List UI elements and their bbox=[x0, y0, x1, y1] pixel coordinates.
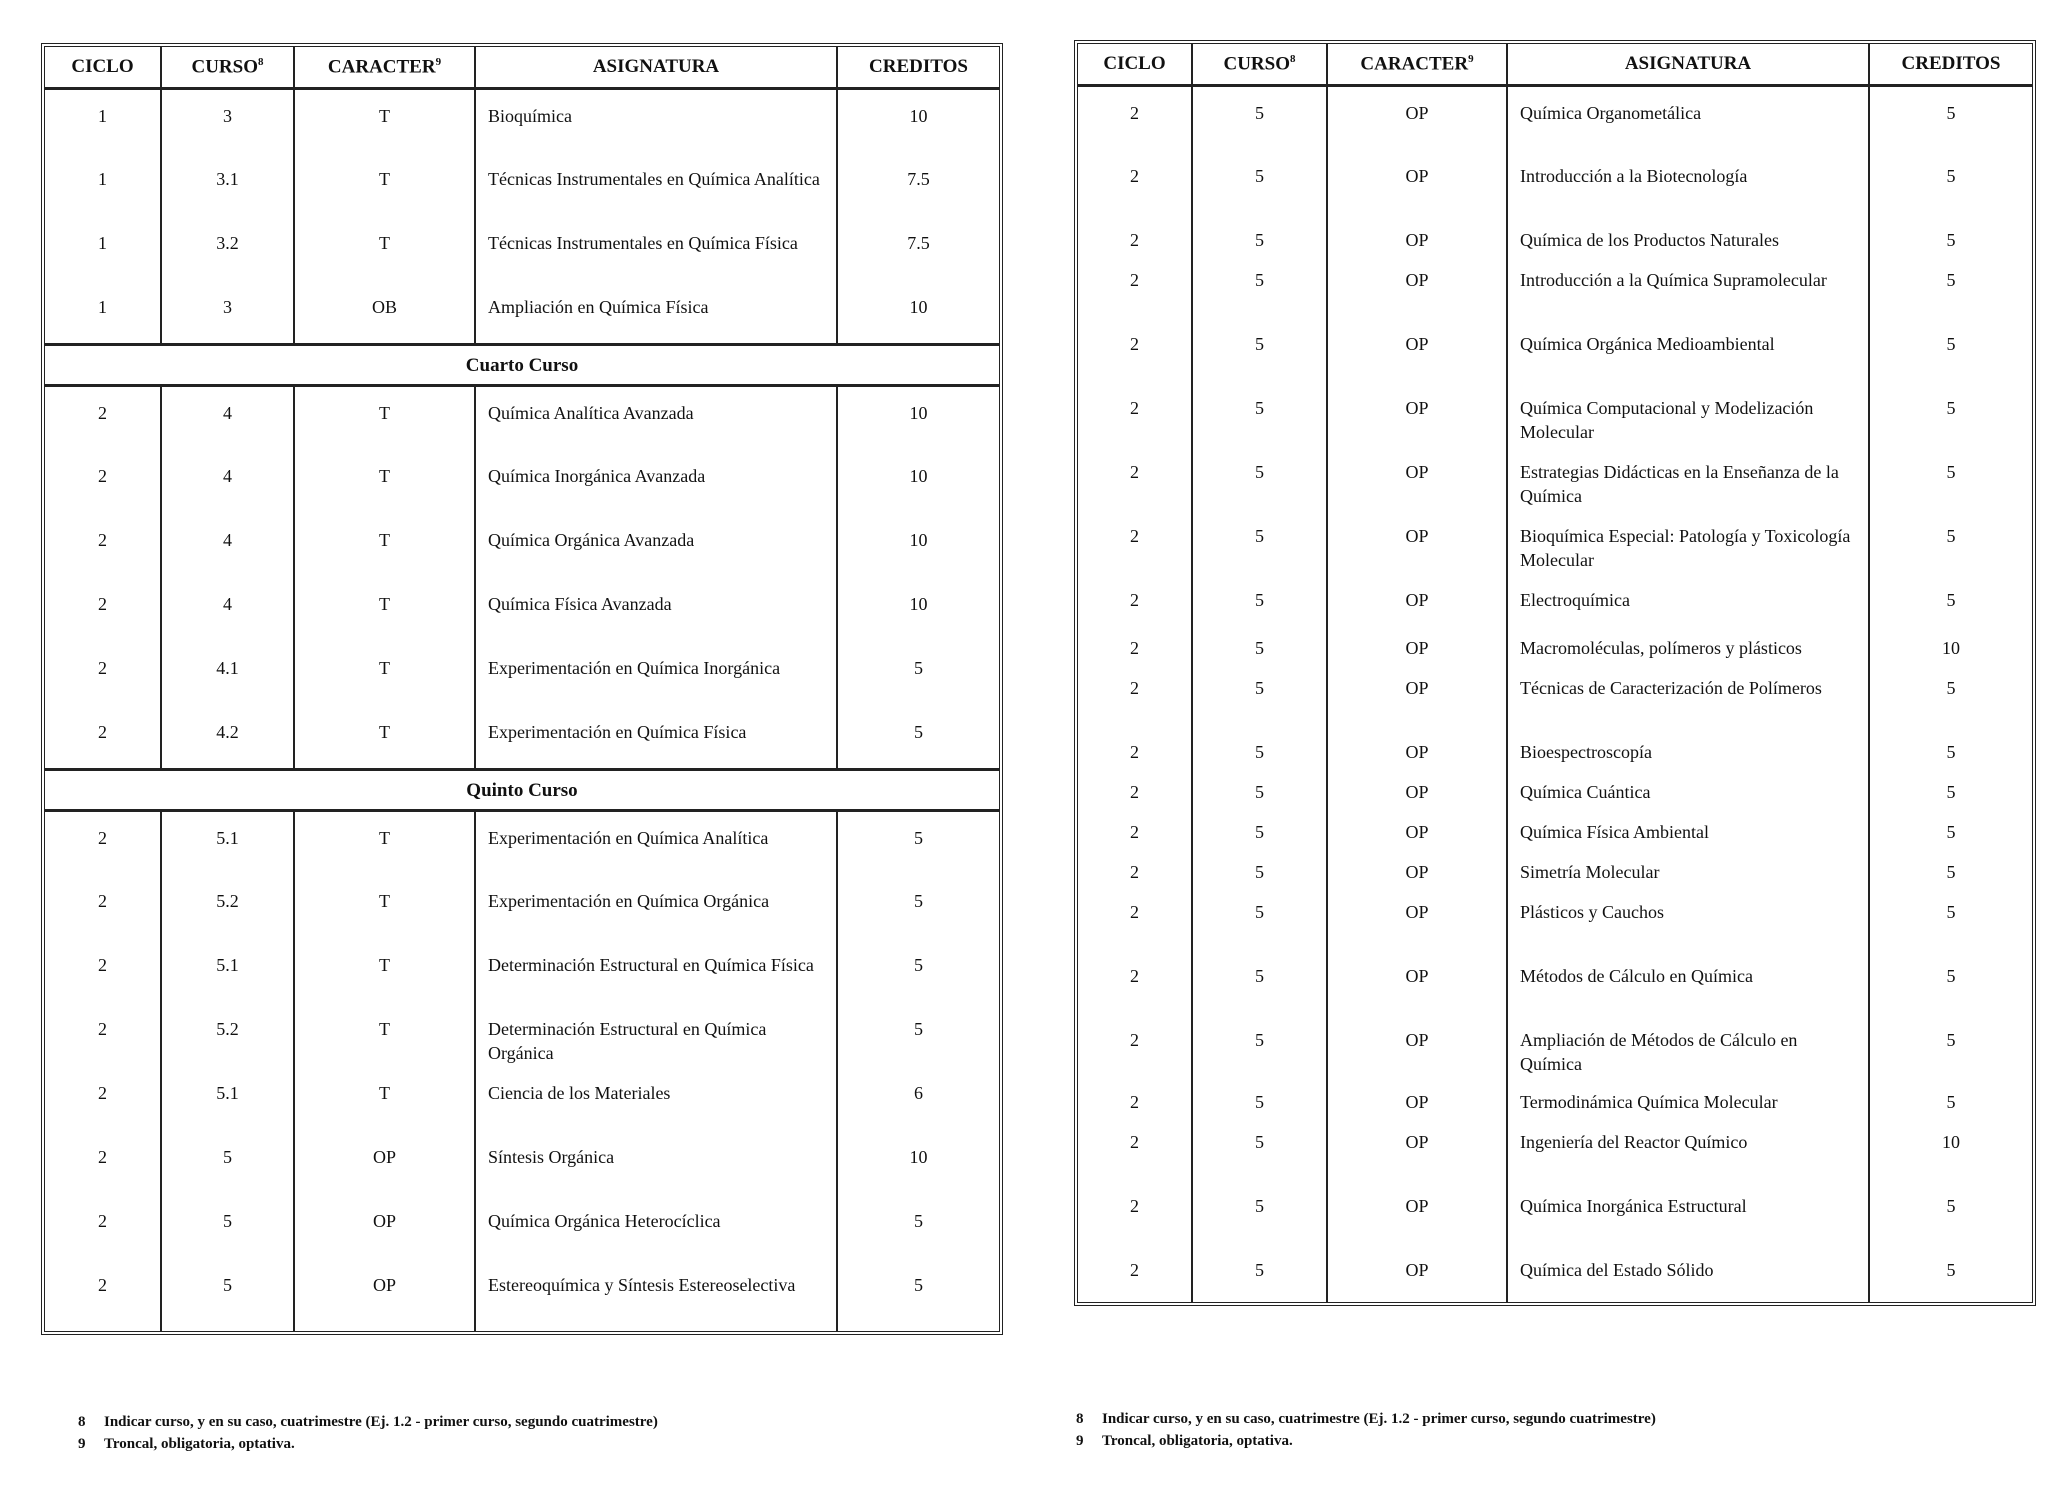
left-table-body bbox=[45, 89, 999, 1331]
ciclo-cell: 2 bbox=[45, 939, 161, 1003]
ciclo-cell: 2 bbox=[45, 1003, 161, 1067]
creditos-cell: 5 bbox=[1946, 589, 1956, 610]
creditos-cell: 5 bbox=[1946, 1195, 1956, 1216]
ciclo-cell: 2 bbox=[1078, 1180, 1192, 1244]
caracter-cell: OP bbox=[1327, 1116, 1507, 1180]
table-row bbox=[1078, 510, 2032, 574]
curso-cell: 5.1 bbox=[161, 1067, 294, 1131]
right-course-table bbox=[1074, 40, 2036, 1306]
section-heading-row bbox=[45, 770, 999, 811]
creditos-cell: 5 bbox=[914, 828, 923, 848]
header-caracter: CARACTER$^9$ bbox=[1327, 44, 1507, 86]
asignatura-cell: Determinación Estructural en Química Física bbox=[475, 939, 837, 1003]
ciclo-cell: 2 bbox=[1078, 150, 1192, 214]
asignatura-cell: Ampliación en Química Física bbox=[475, 281, 837, 345]
table-row bbox=[1078, 318, 2032, 382]
caracter-cell: OP bbox=[1327, 254, 1507, 318]
table-header-row bbox=[1078, 44, 2032, 86]
creditos-cell: 5 bbox=[1946, 229, 1956, 250]
asignatura-cell: Técnicas Instrumentales en Química Física bbox=[475, 217, 837, 281]
header-creditos: CREDITOS bbox=[837, 47, 999, 89]
creditos-cell: 5 bbox=[1946, 333, 1956, 354]
asignatura-cell: Bioquímica Especial: Patología y Toxicología Molecular bbox=[1507, 510, 1869, 574]
creditos-cell: 5 bbox=[1946, 781, 1956, 802]
table-row bbox=[45, 1003, 999, 1067]
footnote-ref-9: 9 bbox=[1468, 52, 1474, 65]
table-row bbox=[1078, 382, 2032, 446]
ciclo-cell: 2 bbox=[45, 578, 161, 642]
footnote-9: 9 Troncal, obligatoria, optativa. bbox=[78, 1436, 295, 1452]
caracter-cell: T bbox=[294, 450, 475, 514]
asignatura-cell: Simetría Molecular bbox=[1507, 846, 1869, 886]
ciclo-cell: 2 bbox=[45, 1131, 161, 1195]
ciclo-cell: 2 bbox=[1078, 846, 1192, 886]
header-curso: CURSO$^8$ bbox=[1192, 44, 1327, 86]
creditos-cell: 5 bbox=[1946, 165, 1956, 186]
header-asignatura: ASIGNATURA bbox=[1507, 44, 1869, 86]
caracter-cell: T bbox=[294, 1003, 475, 1067]
curso-cell: 5 bbox=[1192, 950, 1327, 1014]
creditos-cell: 5 bbox=[914, 657, 923, 678]
curso-cell: 4 bbox=[161, 386, 294, 450]
right-footnotes bbox=[1076, 1408, 1656, 1452]
curso-cell: 5 bbox=[1192, 1014, 1327, 1076]
curso-cell: 4.2 bbox=[161, 706, 294, 770]
ciclo-cell: 2 bbox=[45, 811, 161, 875]
header-caracter: CARACTER$^9$ bbox=[294, 47, 475, 89]
asignatura-cell: Experimentación en Química Inorgánica bbox=[475, 642, 837, 706]
table-row bbox=[45, 153, 999, 217]
caracter-cell: OP bbox=[1327, 510, 1507, 574]
section-heading-row bbox=[45, 345, 999, 386]
header-asignatura: ASIGNATURA bbox=[475, 47, 837, 89]
caracter-cell: OP bbox=[1327, 806, 1507, 846]
footnote-8: 8 Indicar curso, y en su caso, cuatrimestre (Ej. 1.2 - primer curso, segundo cuatrimestre) bbox=[78, 1414, 658, 1430]
caracter-cell: OB bbox=[294, 281, 475, 345]
curso-cell: 5 bbox=[1192, 382, 1327, 446]
caracter-cell: OP bbox=[1327, 726, 1507, 766]
table-row bbox=[1078, 574, 2032, 622]
asignatura-cell: Química del Estado Sólido bbox=[1507, 1244, 1869, 1302]
asignatura-cell: Ampliación de Métodos de Cálculo en Química bbox=[1507, 1014, 1869, 1076]
ciclo-cell: 1 bbox=[45, 153, 161, 217]
table-row bbox=[45, 514, 999, 578]
curso-cell: 5 bbox=[1192, 622, 1327, 662]
caracter-cell: OP bbox=[1327, 1244, 1507, 1302]
caracter-cell: T bbox=[294, 811, 475, 875]
ciclo-cell: 2 bbox=[1078, 950, 1192, 1014]
table-row bbox=[1078, 150, 2032, 214]
curso-cell: 5 bbox=[1192, 254, 1327, 318]
caracter-cell: T bbox=[294, 1067, 475, 1131]
curso-cell: 5 bbox=[1192, 574, 1327, 622]
asignatura-cell: Química Analítica Avanzada bbox=[475, 386, 837, 450]
asignatura-cell: Química Orgánica Heterocíclica bbox=[475, 1195, 837, 1259]
caracter-cell: OP bbox=[1327, 1014, 1507, 1076]
section-title: Cuarto Curso bbox=[45, 345, 999, 386]
curso-cell: 5 bbox=[1192, 1244, 1327, 1302]
curso-cell: 4 bbox=[161, 514, 294, 578]
asignatura-cell: Plásticos y Cauchos bbox=[1507, 886, 1869, 950]
ciclo-cell: 1 bbox=[45, 217, 161, 281]
caracter-cell: OP bbox=[1327, 846, 1507, 886]
caracter-cell: OP bbox=[1327, 622, 1507, 662]
asignatura-cell: Estrategias Didácticas en la Enseñanza de la Química bbox=[1507, 446, 1869, 510]
asignatura-cell: Química Computacional y Modelización Molecular bbox=[1507, 382, 1869, 446]
table-row bbox=[1078, 446, 2032, 510]
curso-cell: 5 bbox=[1192, 886, 1327, 950]
creditos-cell: 5 bbox=[1946, 861, 1956, 882]
table-row bbox=[1078, 886, 2032, 950]
table-row bbox=[45, 1131, 999, 1195]
curso-cell: 4 bbox=[161, 578, 294, 642]
asignatura-cell: Introducción a la Biotecnología bbox=[1507, 150, 1869, 214]
asignatura-cell: Termodinámica Química Molecular bbox=[1507, 1076, 1869, 1116]
ciclo-cell: 2 bbox=[1078, 766, 1192, 806]
asignatura-cell: Experimentación en Química Orgánica bbox=[475, 875, 837, 939]
creditos-cell: 5 bbox=[1946, 103, 1956, 123]
table-row bbox=[1078, 846, 2032, 886]
creditos-cell: 5 bbox=[914, 890, 923, 911]
table-row bbox=[45, 578, 999, 642]
curso-cell: 3 bbox=[161, 281, 294, 345]
creditos-cell: 6 bbox=[914, 1082, 923, 1103]
caracter-cell: T bbox=[294, 578, 475, 642]
creditos-cell: 5 bbox=[1946, 901, 1956, 922]
creditos-cell: 5 bbox=[1946, 965, 1956, 986]
table-row bbox=[45, 281, 999, 345]
creditos-cell: 10 bbox=[1942, 1131, 1960, 1152]
creditos-cell: 5 bbox=[1946, 821, 1956, 842]
table-row bbox=[45, 875, 999, 939]
ciclo-cell: 1 bbox=[45, 89, 161, 153]
creditos-cell: 5 bbox=[1946, 1259, 1956, 1280]
left-course-table bbox=[41, 43, 1003, 1335]
caracter-cell: OP bbox=[294, 1131, 475, 1195]
ciclo-cell: 2 bbox=[1078, 806, 1192, 846]
curso-cell: 5 bbox=[1192, 1116, 1327, 1180]
caracter-cell: OP bbox=[1327, 86, 1507, 150]
table-row bbox=[1078, 806, 2032, 846]
table-row bbox=[1078, 726, 2032, 766]
table-row bbox=[45, 1259, 999, 1331]
table-row bbox=[45, 217, 999, 281]
table-row bbox=[45, 1067, 999, 1131]
asignatura-cell: Bioquímica bbox=[475, 89, 837, 153]
table-row bbox=[1078, 950, 2032, 1014]
table-row bbox=[45, 89, 999, 153]
header-curso: CURSO$^8$ bbox=[161, 47, 294, 89]
table-row bbox=[45, 450, 999, 514]
left-footnotes bbox=[78, 1411, 658, 1455]
caracter-cell: OP bbox=[1327, 886, 1507, 950]
creditos-cell: 10 bbox=[909, 529, 928, 550]
ciclo-cell: 2 bbox=[1078, 446, 1192, 510]
caracter-cell: OP bbox=[1327, 950, 1507, 1014]
ciclo-cell: 2 bbox=[1078, 86, 1192, 150]
caracter-cell: OP bbox=[1327, 318, 1507, 382]
creditos-cell: 5 bbox=[914, 1018, 923, 1039]
asignatura-cell: Introducción a la Química Supramolecular bbox=[1507, 254, 1869, 318]
creditos-cell: 5 bbox=[914, 954, 923, 975]
caracter-cell: OP bbox=[294, 1259, 475, 1331]
creditos-cell: 5 bbox=[914, 1210, 923, 1231]
ciclo-cell: 2 bbox=[1078, 574, 1192, 622]
asignatura-cell: Química Inorgánica Avanzada bbox=[475, 450, 837, 514]
asignatura-cell: Química Orgánica Avanzada bbox=[475, 514, 837, 578]
asignatura-cell: Síntesis Orgánica bbox=[475, 1131, 837, 1195]
curso-cell: 5 bbox=[1192, 846, 1327, 886]
ciclo-cell: 2 bbox=[45, 1259, 161, 1331]
table-row bbox=[1078, 1116, 2032, 1180]
asignatura-cell: Química Inorgánica Estructural bbox=[1507, 1180, 1869, 1244]
table-row bbox=[1078, 1076, 2032, 1116]
asignatura-cell: Experimentación en Química Analítica bbox=[475, 811, 837, 875]
asignatura-cell: Determinación Estructural en Química Orgánica bbox=[475, 1003, 837, 1067]
curso-cell: 5.1 bbox=[161, 811, 294, 875]
ciclo-cell: 2 bbox=[45, 386, 161, 450]
curso-cell: 5.2 bbox=[161, 875, 294, 939]
caracter-cell: T bbox=[294, 514, 475, 578]
asignatura-cell: Química Organometálica bbox=[1507, 86, 1869, 150]
creditos-cell: 10 bbox=[909, 465, 928, 486]
table-row bbox=[1078, 622, 2032, 662]
ciclo-cell: 2 bbox=[1078, 662, 1192, 726]
creditos-cell: 7.5 bbox=[907, 168, 930, 189]
ciclo-cell: 2 bbox=[45, 514, 161, 578]
curso-cell: 5 bbox=[1192, 726, 1327, 766]
table-row bbox=[1078, 662, 2032, 726]
creditos-cell: 5 bbox=[1946, 269, 1956, 290]
curso-cell: 4.1 bbox=[161, 642, 294, 706]
footnote-9: 9 Troncal, obligatoria, optativa. bbox=[1076, 1433, 1293, 1449]
caracter-cell: OP bbox=[1327, 382, 1507, 446]
table-row bbox=[1078, 254, 2032, 318]
table-row bbox=[1078, 214, 2032, 254]
table-row bbox=[45, 1195, 999, 1259]
creditos-cell: 7.5 bbox=[907, 232, 930, 253]
ciclo-cell: 2 bbox=[1078, 726, 1192, 766]
asignatura-cell: Electroquímica bbox=[1507, 574, 1869, 622]
asignatura-cell: Química Física Avanzada bbox=[475, 578, 837, 642]
curso-cell: 5 bbox=[1192, 446, 1327, 510]
curso-cell: 5 bbox=[1192, 318, 1327, 382]
caracter-cell: OP bbox=[1327, 574, 1507, 622]
curso-cell: 5 bbox=[1192, 766, 1327, 806]
curso-cell: 5 bbox=[1192, 86, 1327, 150]
caracter-cell: T bbox=[294, 386, 475, 450]
creditos-cell: 5 bbox=[1946, 397, 1956, 418]
asignatura-cell: Química Física Ambiental bbox=[1507, 806, 1869, 846]
creditos-cell: 5 bbox=[914, 1274, 923, 1295]
table-row bbox=[1078, 1014, 2032, 1076]
ciclo-cell: 2 bbox=[1078, 622, 1192, 662]
ciclo-cell: 2 bbox=[45, 706, 161, 770]
table-row bbox=[1078, 86, 2032, 150]
ciclo-cell: 2 bbox=[45, 1067, 161, 1131]
asignatura-cell: Química Orgánica Medioambiental bbox=[1507, 318, 1869, 382]
asignatura-cell: Técnicas de Caracterización de Polímeros bbox=[1507, 662, 1869, 726]
right-table-body bbox=[1078, 86, 2032, 1302]
caracter-cell: T bbox=[294, 89, 475, 153]
creditos-cell: 5 bbox=[1946, 461, 1956, 482]
ciclo-cell: 2 bbox=[1078, 886, 1192, 950]
caracter-cell: OP bbox=[1327, 766, 1507, 806]
creditos-cell: 5 bbox=[1946, 525, 1956, 546]
creditos-cell: 5 bbox=[1946, 741, 1956, 762]
curso-cell: 5 bbox=[1192, 662, 1327, 726]
caracter-cell: OP bbox=[1327, 1076, 1507, 1116]
creditos-cell: 10 bbox=[909, 106, 928, 126]
table-row bbox=[45, 811, 999, 875]
curso-cell: 3 bbox=[161, 89, 294, 153]
curso-cell: 5.1 bbox=[161, 939, 294, 1003]
table-row bbox=[45, 386, 999, 450]
creditos-cell: 10 bbox=[909, 296, 928, 317]
ciclo-cell: 2 bbox=[45, 875, 161, 939]
curso-cell: 5 bbox=[161, 1195, 294, 1259]
curso-cell: 3.2 bbox=[161, 217, 294, 281]
asignatura-cell: Bioespectroscopía bbox=[1507, 726, 1869, 766]
curso-cell: 4 bbox=[161, 450, 294, 514]
caracter-cell: T bbox=[294, 217, 475, 281]
table-row bbox=[45, 642, 999, 706]
footnote-ref-9: 9 bbox=[435, 55, 442, 68]
ciclo-cell: 2 bbox=[45, 1195, 161, 1259]
ciclo-cell: 2 bbox=[1078, 1244, 1192, 1302]
footnote-ref-8: 8 bbox=[258, 55, 264, 68]
ciclo-cell: 2 bbox=[1078, 1116, 1192, 1180]
asignatura-cell: Ciencia de los Materiales bbox=[475, 1067, 837, 1131]
table-header-row bbox=[45, 47, 999, 89]
caracter-cell: T bbox=[294, 642, 475, 706]
ciclo-cell: 2 bbox=[1078, 510, 1192, 574]
ciclo-cell: 2 bbox=[1078, 254, 1192, 318]
header-ciclo: CICLO bbox=[1078, 44, 1192, 86]
caracter-cell: OP bbox=[1327, 446, 1507, 510]
ciclo-cell: 2 bbox=[1078, 214, 1192, 254]
creditos-cell: 5 bbox=[914, 721, 923, 742]
ciclo-cell: 2 bbox=[45, 450, 161, 514]
curso-cell: 3.1 bbox=[161, 153, 294, 217]
caracter-cell: T bbox=[294, 939, 475, 1003]
creditos-cell: 10 bbox=[909, 593, 928, 614]
creditos-cell: 10 bbox=[1942, 637, 1960, 658]
caracter-cell: T bbox=[294, 706, 475, 770]
header-ciclo: CICLO bbox=[45, 47, 161, 89]
asignatura-cell: Química Cuántica bbox=[1507, 766, 1869, 806]
creditos-cell: 10 bbox=[909, 403, 928, 423]
ciclo-cell: 2 bbox=[1078, 318, 1192, 382]
ciclo-cell: 1 bbox=[45, 281, 161, 345]
asignatura-cell: Técnicas Instrumentales en Química Analítica bbox=[475, 153, 837, 217]
table-row bbox=[45, 939, 999, 1003]
asignatura-cell: Ingeniería del Reactor Químico bbox=[1507, 1116, 1869, 1180]
curso-cell: 5.2 bbox=[161, 1003, 294, 1067]
asignatura-cell: Macromoléculas, polímeros y plásticos bbox=[1507, 622, 1869, 662]
table-row bbox=[1078, 1244, 2032, 1302]
ciclo-cell: 2 bbox=[45, 642, 161, 706]
curso-cell: 5 bbox=[1192, 510, 1327, 574]
asignatura-cell: Estereoquímica y Síntesis Estereoselectiva bbox=[475, 1259, 837, 1331]
curso-cell: 5 bbox=[1192, 806, 1327, 846]
asignatura-cell: Experimentación en Química Física bbox=[475, 706, 837, 770]
table-row bbox=[45, 706, 999, 770]
section-title: Quinto Curso bbox=[45, 770, 999, 811]
ciclo-cell: 2 bbox=[1078, 382, 1192, 446]
curso-cell: 5 bbox=[1192, 150, 1327, 214]
creditos-cell: 5 bbox=[1946, 1091, 1956, 1112]
creditos-cell: 5 bbox=[1946, 677, 1956, 698]
asignatura-cell: Química de los Productos Naturales bbox=[1507, 214, 1869, 254]
footnote-ref-8: 8 bbox=[1290, 52, 1296, 65]
curso-cell: 5 bbox=[1192, 1076, 1327, 1116]
curso-cell: 5 bbox=[1192, 1180, 1327, 1244]
caracter-cell: OP bbox=[1327, 1180, 1507, 1244]
table-row bbox=[1078, 1180, 2032, 1244]
caracter-cell: OP bbox=[294, 1195, 475, 1259]
ciclo-cell: 2 bbox=[1078, 1076, 1192, 1116]
curso-cell: 5 bbox=[1192, 214, 1327, 254]
ciclo-cell: 2 bbox=[1078, 1014, 1192, 1076]
creditos-cell: 5 bbox=[1946, 1029, 1956, 1050]
caracter-cell: T bbox=[294, 875, 475, 939]
curso-cell: 5 bbox=[161, 1259, 294, 1331]
table-row bbox=[1078, 766, 2032, 806]
caracter-cell: T bbox=[294, 153, 475, 217]
caracter-cell: OP bbox=[1327, 662, 1507, 726]
caracter-cell: OP bbox=[1327, 150, 1507, 214]
header-creditos: CREDITOS bbox=[1869, 44, 2032, 86]
asignatura-cell: Métodos de Cálculo en Química bbox=[1507, 950, 1869, 1014]
footnote-8: 8 Indicar curso, y en su caso, cuatrimestre (Ej. 1.2 - primer curso, segundo cuatrimestre) bbox=[1076, 1411, 1656, 1427]
curso-cell: 5 bbox=[161, 1131, 294, 1195]
caracter-cell: OP bbox=[1327, 214, 1507, 254]
creditos-cell: 10 bbox=[909, 1146, 928, 1167]
